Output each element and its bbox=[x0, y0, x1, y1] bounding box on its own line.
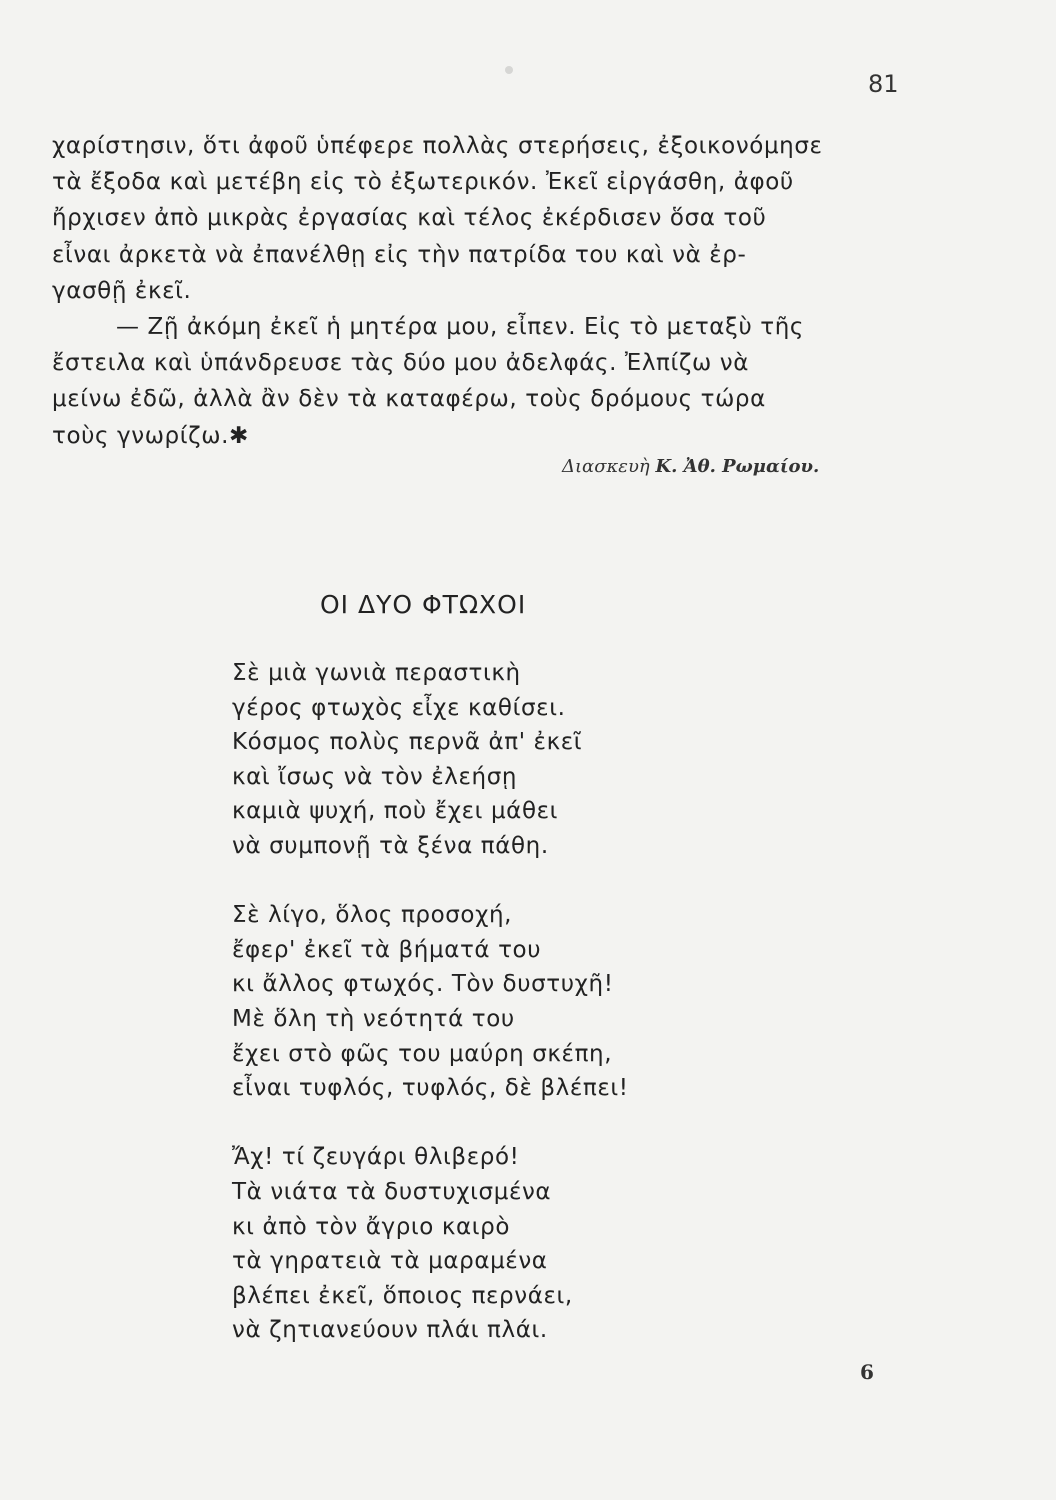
poem bbox=[232, 656, 792, 1382]
poem-line: βλέπει ἐκεῖ, ὅποιος περνάει, bbox=[232, 1282, 573, 1309]
prose-line: γασθῇ ἐκεῖ. bbox=[52, 277, 192, 304]
attribution-author: Κ. Ἀθ. Ρωμαίου. bbox=[655, 456, 820, 477]
poem-line: ἔχει στὸ φῶς του μαύρη σκέπη, bbox=[232, 1040, 613, 1067]
poem-line: καὶ ἴσως νὰ τὸν ἐλεήσῃ bbox=[232, 763, 518, 790]
poem-line: εἶναι τυφλός, τυφλός, δὲ βλέπει! bbox=[232, 1075, 629, 1102]
poem-line: Τὰ νιάτα τὰ δυστυχισμένα bbox=[232, 1178, 552, 1205]
poem-line: Κόσμος πολὺς περνᾶ ἀπ' ἐκεῖ bbox=[232, 729, 583, 756]
poem-title: ΟΙ ΔΥΟ ΦΤΩΧΟΙ bbox=[320, 590, 527, 619]
poem-line: νὰ ζητιανεύουν πλάι πλάι. bbox=[232, 1317, 548, 1344]
poem-line: νὰ συμπονῇ τὰ ξένα πάθη. bbox=[232, 832, 549, 859]
prose-line: τὰ ἔξοδα καὶ μετέβη εἰς τὸ ἐξωτερικόν. Ἐκεῖ εἰργάσθη, ἀφοῦ bbox=[52, 169, 794, 196]
poem-line: Ἄχ! τί ζευγάρι θλιβερό! bbox=[232, 1144, 520, 1171]
prose-line: ἤρχισεν ἀπὸ μικρὰς ἐργασίας καὶ τέλος ἐκέρδισεν ὅσα τοῦ bbox=[52, 205, 767, 232]
poem-stanza bbox=[232, 656, 792, 864]
poem-line: κι ἀπὸ τὸν ἄγριο καιρὸ bbox=[232, 1213, 511, 1240]
prose-line: ἔστειλα καὶ ὑπάνδρευσε τὰς δύο μου ἀδελφάς. Ἐλπίζω νὰ bbox=[52, 350, 749, 377]
poem-line: ἔφερ' ἐκεῖ τὰ βήματά του bbox=[232, 936, 542, 963]
poem-line: καμιὰ ψυχή, ποὺ ἔχει μάθει bbox=[232, 798, 559, 825]
poem-stanza bbox=[232, 898, 792, 1106]
signature-mark: 6 bbox=[860, 1360, 874, 1384]
poem-line: Σὲ μιὰ γωνιὰ περαστικὴ bbox=[232, 660, 521, 686]
poem-line: κι ἄλλος φτωχός. Τὸν δυστυχῆ! bbox=[232, 971, 614, 998]
attribution-prefix: Διασκευὴ bbox=[562, 456, 650, 477]
attribution bbox=[562, 456, 882, 477]
poem-line: τὰ γηρατειὰ τὰ μαραμένα bbox=[232, 1248, 548, 1275]
prose-line: τοὺς γνωρίζω.✱ bbox=[52, 422, 249, 449]
poem-stanza bbox=[232, 1140, 792, 1348]
prose-paragraphs bbox=[52, 128, 912, 454]
prose-line: — Ζῇ ἀκόμη ἐκεῖ ἡ μητέρα μου, εἶπεν. Εἰς τὸ μεταξὺ τῆς bbox=[116, 314, 805, 341]
poem-line: Σὲ λίγο, ὅλος προσοχή, bbox=[232, 902, 513, 929]
page-number: 81 bbox=[868, 70, 899, 98]
prose-line: εἶναι ἀρκετὰ νὰ ἐπανέλθῃ εἰς τὴν πατρίδα του καὶ νὰ ἐρ- bbox=[52, 241, 747, 268]
ink-speck bbox=[505, 66, 513, 74]
poem-line: Μὲ ὅλη τὴ νεότητά του bbox=[232, 1005, 515, 1032]
prose-line: μείνω ἐδῶ, ἀλλὰ ἂν δὲν τὰ καταφέρω, τοὺς δρόμους τώρα bbox=[52, 386, 766, 413]
prose-line: χαρίστησιν, ὅτι ἀφοῦ ὑπέφερε πολλὰς στερήσεις, ἐξοικονόμησε bbox=[52, 133, 823, 159]
poem-line: γέρος φτωχὸς εἶχε καθίσει. bbox=[232, 694, 566, 721]
